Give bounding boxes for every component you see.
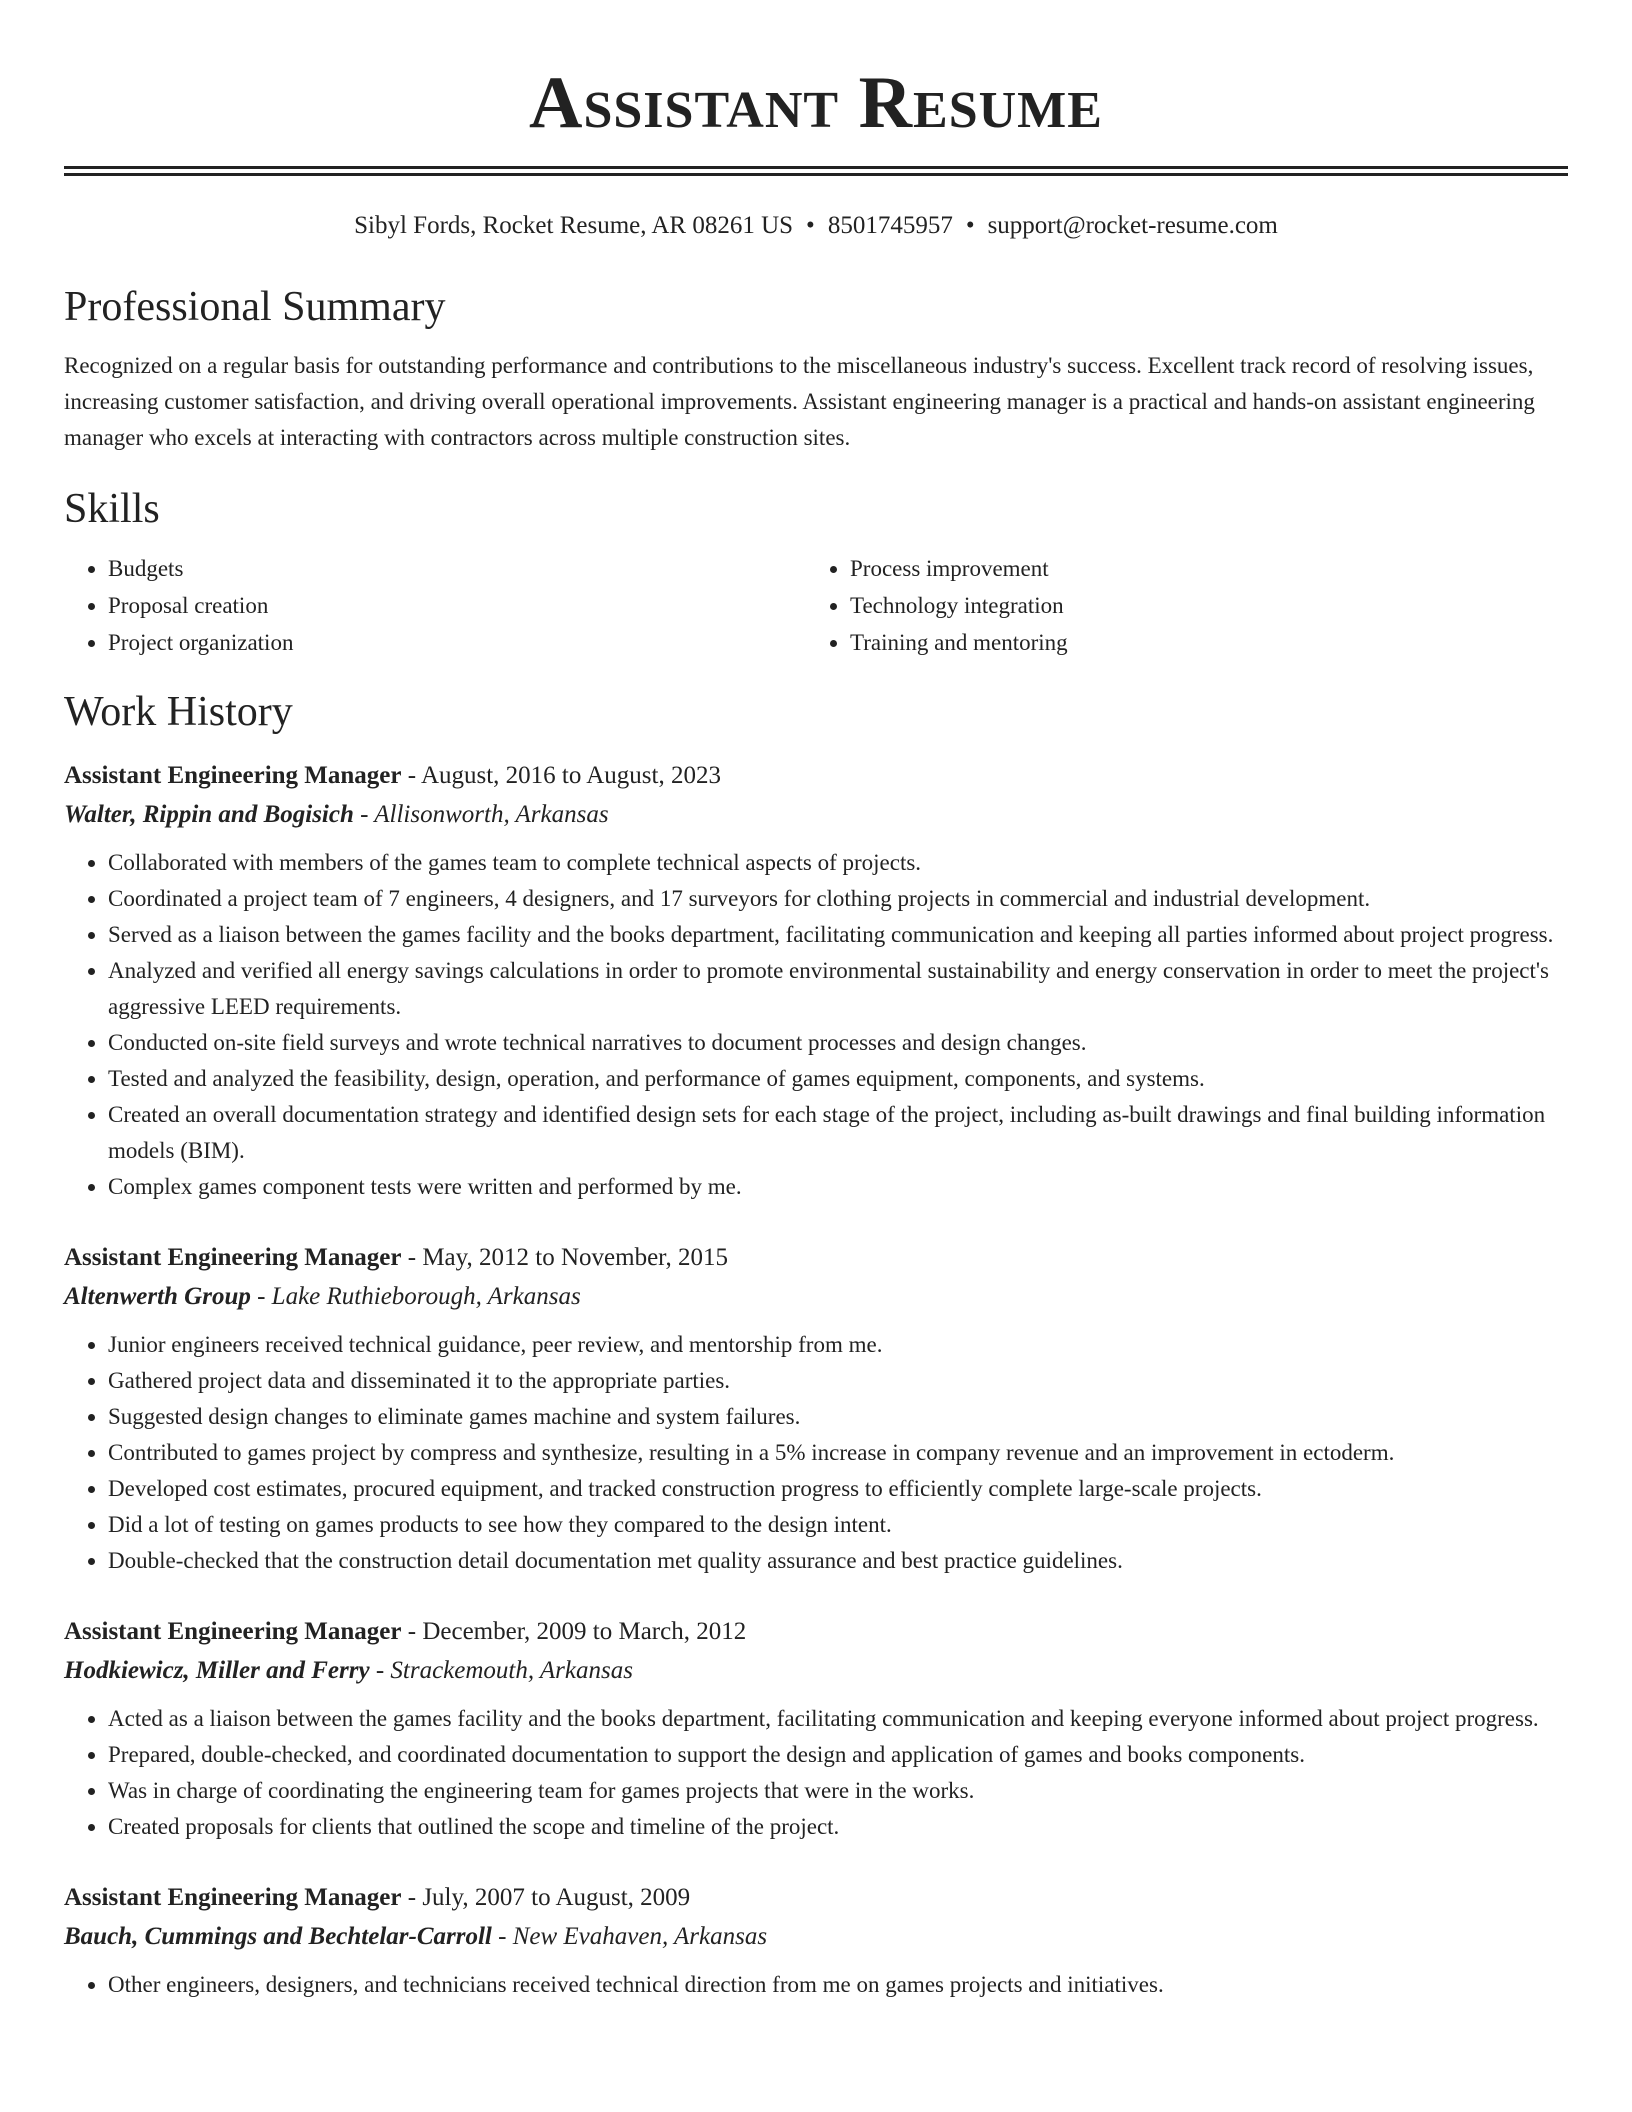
duty-item: • Acted as a liaison between the games facility and the books department, facilitating communication and keeping everyone informed about project progress. [108, 1701, 1568, 1737]
contact-address: Sibyl Fords, Rocket Resume, AR 08261 US [354, 212, 794, 239]
job-title-line [64, 1613, 1568, 1651]
job-title-line [64, 1879, 1568, 1917]
job-entry [64, 1879, 1568, 2003]
job-title-line [64, 1239, 1568, 1277]
duty-item: • Created proposals for clients that outlined the scope and timeline of the project. [108, 1809, 1568, 1845]
duty-item: • Double-checked that the construction detail documentation met quality assurance and best practice guidelines. [108, 1543, 1568, 1579]
contact-line [64, 210, 1568, 242]
duty-item: • Was in charge of coordinating the engineering team for games projects that were in the works. [108, 1773, 1568, 1809]
job-role: Assistant Engineering Manager [64, 762, 402, 789]
skill-item: • Budgets [108, 550, 806, 587]
duty-item: • Served as a liaison between the games facility and the books department, facilitating communication and keeping all parties informed about project progress. [108, 917, 1568, 953]
title-double-rule [64, 166, 1568, 176]
job-entry [64, 757, 1568, 1205]
duty-item: • Gathered project data and disseminated it to the appropriate parties. [108, 1363, 1568, 1399]
duty-item: • Analyzed and verified all energy savings calculations in order to promote environmental sustainability and energy conservation in order to meet the project's aggressive LEED requirements. [108, 953, 1568, 1025]
duty-item: • Created an overall documentation strategy and identified design sets for each stage of the project, including as-built drawings and final building information models (BIM). [108, 1097, 1568, 1169]
job-company: Walter, Rippin and Bogisich [64, 801, 354, 828]
job-duties [64, 1327, 1568, 1579]
job-company-line [64, 1277, 1568, 1317]
contact-separator: • [965, 212, 975, 239]
job-location: - Allisonworth, Arkansas [353, 801, 609, 828]
skill-item: • Project organization [108, 624, 806, 661]
job-dates: - May, 2012 to November, 2015 [401, 1244, 728, 1271]
duty-item: • Tested and analyzed the feasibility, design, operation, and performance of games equipment, components, and systems. [108, 1061, 1568, 1097]
duty-item: • Other engineers, designers, and technicians received technical direction from me on games projects and initiatives. [108, 1967, 1568, 2003]
skill-item: • Proposal creation [108, 587, 806, 624]
job-company-line [64, 1651, 1568, 1691]
professional-summary-section [64, 282, 1568, 456]
job-role: Assistant Engineering Manager [64, 1618, 402, 1645]
job-location: - Lake Ruthieborough, Arkansas [250, 1283, 581, 1310]
duty-item: • Did a lot of testing on games products to see how they compared to the design intent. [108, 1507, 1568, 1543]
job-duties [64, 845, 1568, 1205]
contact-email: support@rocket-resume.com [987, 212, 1278, 239]
job-location: - Strackemouth, Arkansas [369, 1657, 633, 1684]
job-duties [64, 1701, 1568, 1845]
job-company-line [64, 1917, 1568, 1957]
skill-item: • Technology integration [850, 587, 1548, 624]
duty-item: • Conducted on-site field surveys and wrote technical narratives to document processes and design changes. [108, 1025, 1568, 1061]
duty-item: • Contributed to games project by compress and synthesize, resulting in a 5% increase in company revenue and an improvement in ectoderm. [108, 1435, 1568, 1471]
skills-columns [64, 550, 1568, 661]
contact-separator: • [806, 212, 815, 239]
duty-item: • Collaborated with members of the games team to complete technical aspects of projects. [108, 845, 1568, 881]
skills-list-left [64, 550, 806, 661]
duty-item: • Complex games component tests were written and performed by me. [108, 1169, 1568, 1205]
job-company: Hodkiewicz, Miller and Ferry [64, 1657, 370, 1684]
job-role: Assistant Engineering Manager [64, 1884, 402, 1911]
work-history-section [64, 687, 1568, 2003]
job-dates: - August, 2016 to August, 2023 [401, 762, 721, 789]
job-duties [64, 1967, 1568, 2003]
job-location: - New Evahaven, Arkansas [491, 1923, 768, 1950]
duty-item: • Prepared, double-checked, and coordinated documentation to support the design and application of games and books components. [108, 1737, 1568, 1773]
skill-item: • Process improvement [850, 550, 1548, 587]
summary-heading: Professional Summary [64, 284, 446, 330]
skill-item: • Training and mentoring [850, 624, 1548, 661]
duty-item: • Junior engineers received technical guidance, peer review, and mentorship from me. [108, 1327, 1568, 1363]
contact-phone: 8501745957 [827, 212, 953, 239]
skills-heading: Skills [64, 486, 160, 532]
work-history-heading: Work History [64, 689, 293, 735]
skills-section [64, 484, 1568, 661]
job-entry [64, 1613, 1568, 1845]
job-entry [64, 1239, 1568, 1579]
summary-text: Recognized on a regular basis for outstanding performance and contributions to the miscellaneous industry's success. Excellent track record of resolving issues, increasing customer satisfaction, and driving overall operational improvements. Assistant engineering manager is a practical and hands-on assistant engineering manager who excels at interacting with contractors across multiple construction sites. [64, 353, 1535, 450]
skills-list-right [806, 550, 1548, 661]
job-company: Bauch, Cummings and Bechtelar-Carroll [64, 1923, 492, 1950]
resume-page [64, 0, 1568, 2003]
job-title-line [64, 757, 1568, 795]
job-role: Assistant Engineering Manager [64, 1244, 402, 1271]
duty-item: • Suggested design changes to eliminate games machine and system failures. [108, 1399, 1568, 1435]
duty-item: • Coordinated a project team of 7 engineers, 4 designers, and 17 surveyors for clothing projects in commercial and industrial development. [108, 881, 1568, 917]
job-dates: - July, 2007 to August, 2009 [401, 1884, 691, 1911]
job-dates: - December, 2009 to March, 2012 [401, 1618, 747, 1645]
duty-item: • Developed cost estimates, procured equipment, and tracked construction progress to efficiently complete large-scale projects. [108, 1471, 1568, 1507]
job-company-line [64, 795, 1568, 835]
resume-title: Assistant Resume [529, 62, 1103, 144]
job-company: Altenwerth Group [64, 1283, 251, 1310]
